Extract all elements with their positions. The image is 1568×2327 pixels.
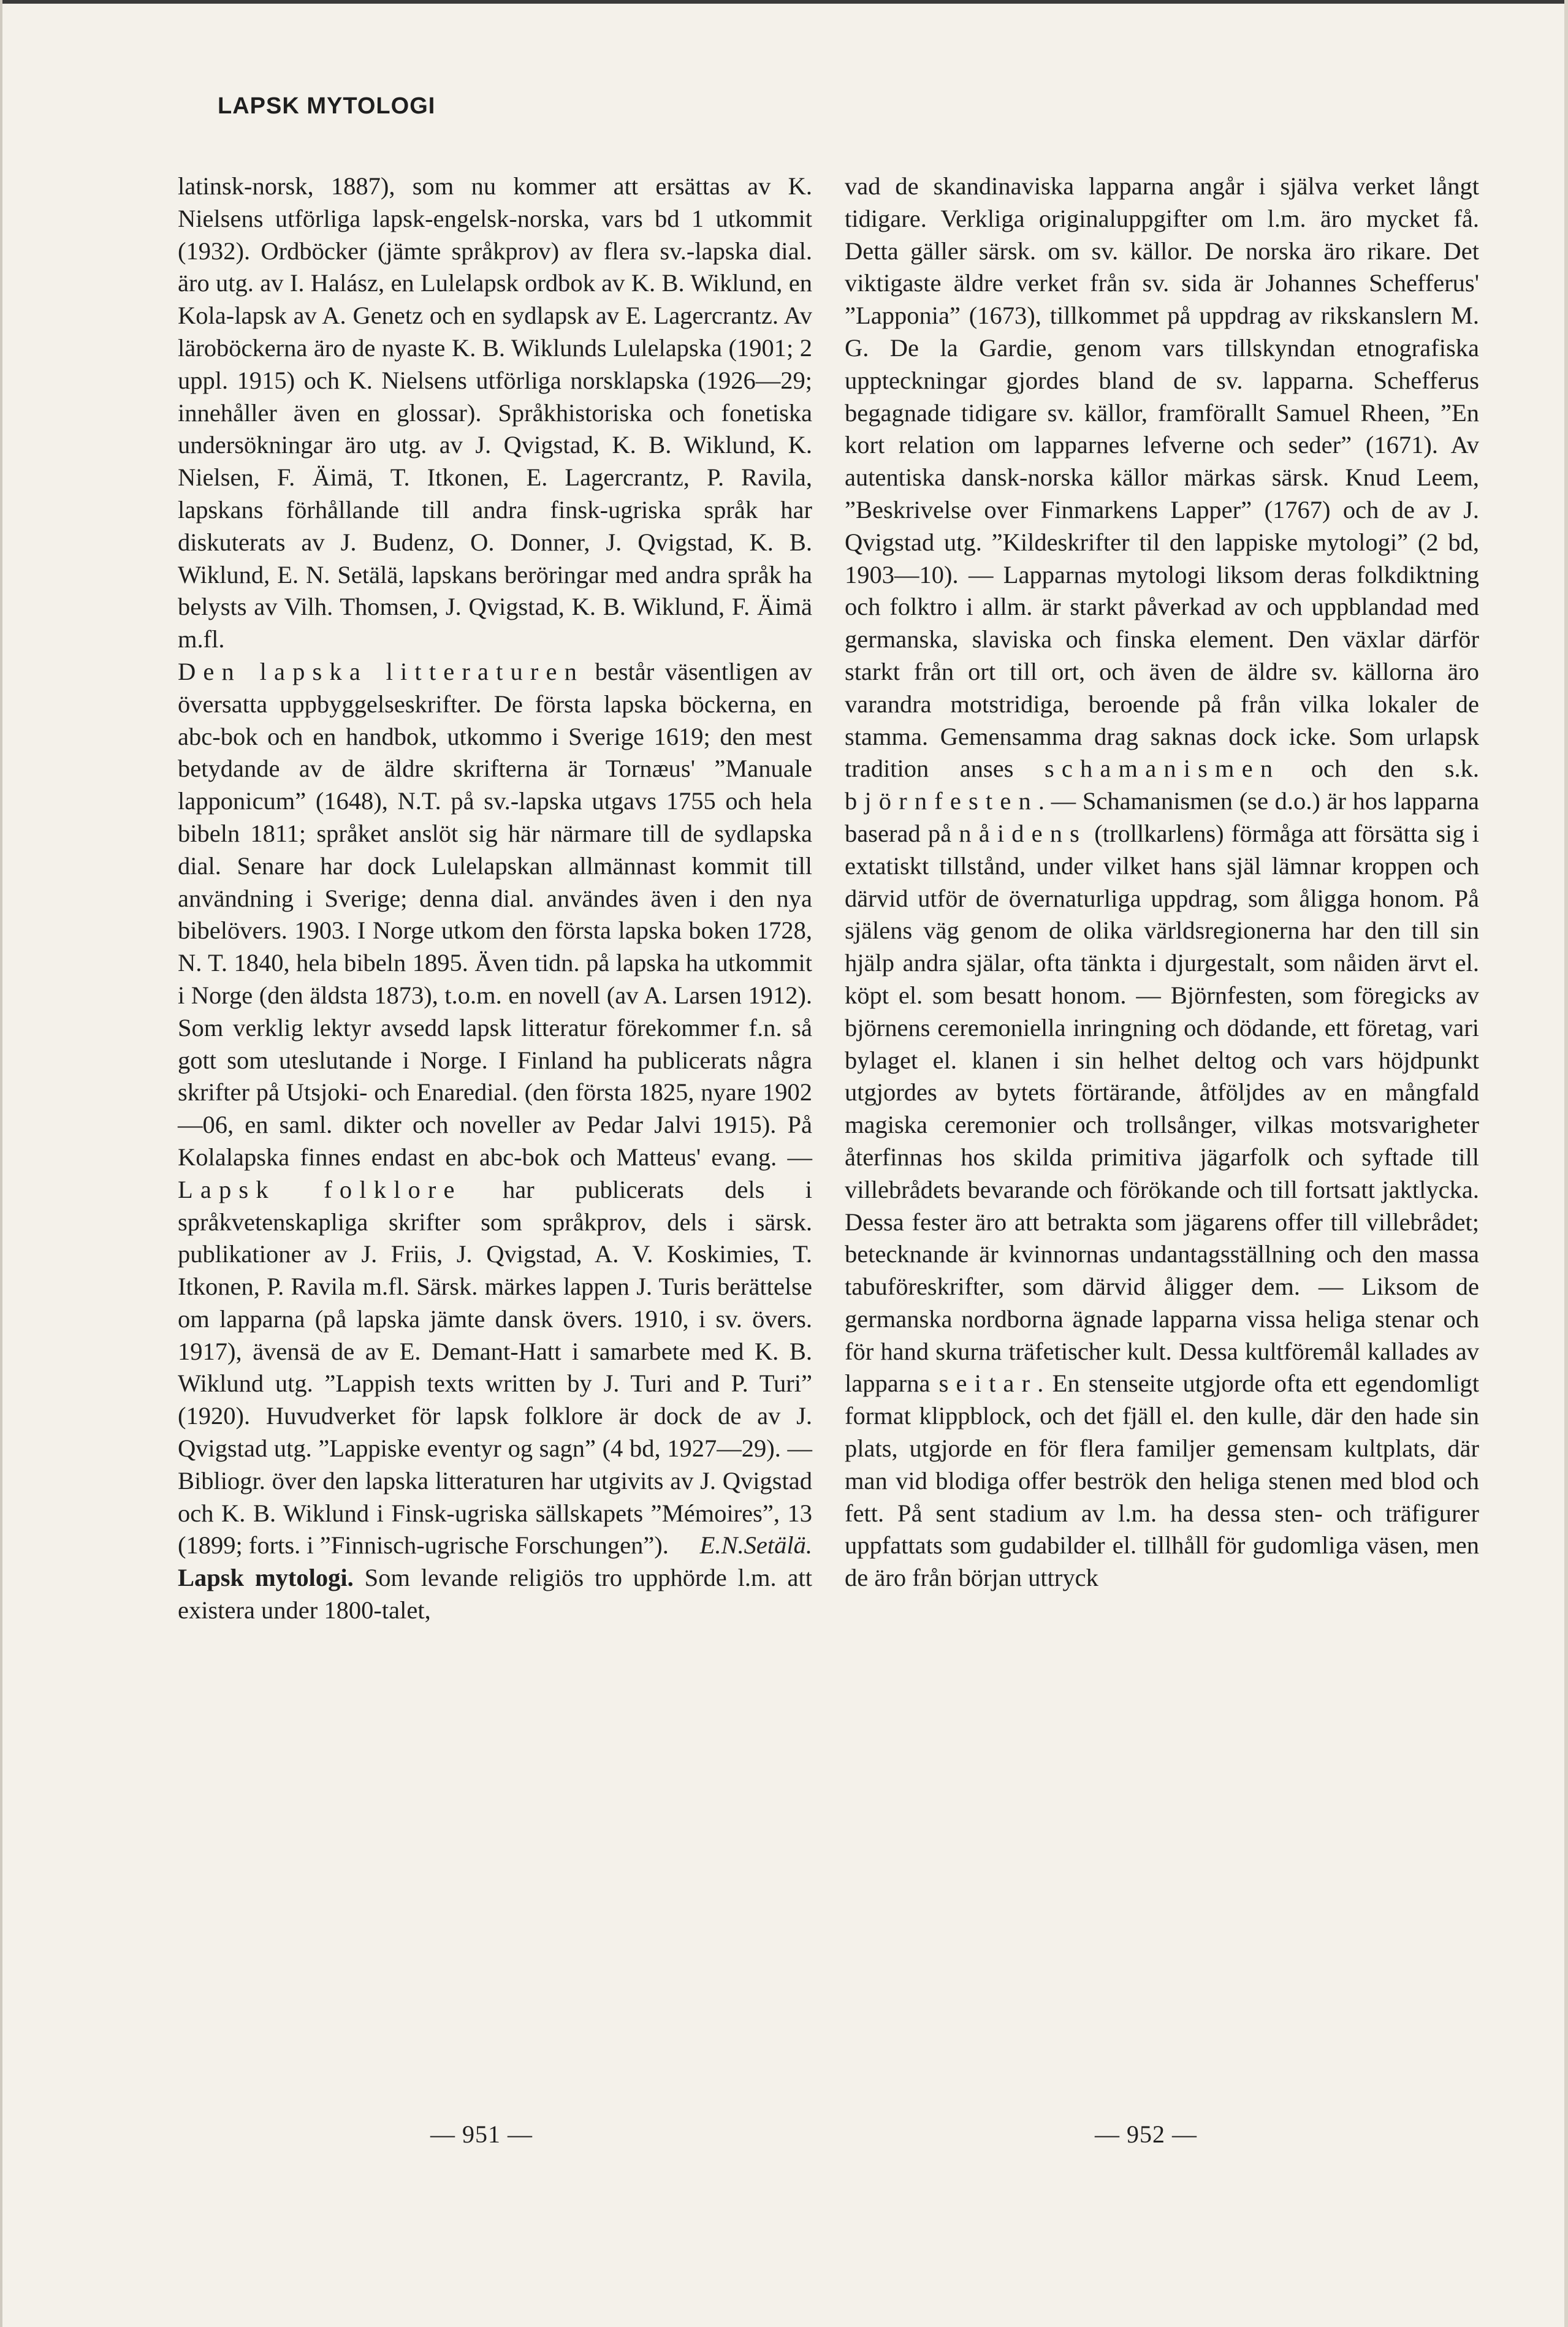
paragraph-dictionaries: latinsk-norsk, 1887), som nu kommer att ersättas av K. Nielsens utförliga lapsk-engelsk-norska, vars bd 1 utkommit (1932). Ordböcker (jämte språkprov) av flera sv.-lapska dial. äro utg. av I. Halász, en Lulelapsk ordbok av K. B. Wiklund, en Kola-lapsk av A. Genetz och en sydlapsk av E. Lagercrantz. Av läroböckerna äro de nyaste K. B. Wiklunds Lulelapska (1901; 2 uppl. 1915) och K. Nielsens utförliga norsklapska (1926—29; innehåller även en glossar). Språkhistoriska och fonetiska undersökningar äro utg. av J. Qvigstad, K. B. Wiklund, K. Nielsen, F. Äimä, T. Itkonen, E. Lagercrantz, P. Ravila, lapskans förhållande till andra finsk-ugriska språk har diskuterats av J. Budenz, O. Donner, J. Qvigstad, K. B. Wiklund, E. N. Setälä, lapskans beröringar med andra språk ha belysts av Vilh. Thomsen, J. Qvigstad, K. B. Wiklund, F. Äimä m.fl. — [178, 172, 812, 653]
left-column — [178, 170, 812, 1627]
literature-text-2: har publicerats dels i språkvetenskapliga skrifter som språkprov, dels i särsk. publikationer av J. Friis, J. Qvigstad, A. V. Koskimies, T. Itkonen, P. Ravila m.fl. Särsk. märkes lappen J. Turis berättelse om lapparna (på lapska jämte dansk övers. 1910, i sv. övers. 1917), ävensä de av E. Demant-Hatt i samarbete med K. B. Wiklund utg. ”Lappish texts written by J. Turi and P. Turi” (1920). Huvudverket för lapsk folklore är dock de av J. Qvigstad utg. ”Lappiske eventyr og sagn” (4 bd, 1927—29). — Bibliogr. över den lapska litteraturen har utgivits av J. Qvigstad och K. B. Wiklund i Finsk-ugriska sällskapets ”Mémoires”, 13 (1899; forts. i ”Finnisch-ugrische Forschungen”). — [178, 1175, 813, 1560]
author-signature: E.N.Setälä. — [699, 1531, 812, 1560]
heading-lapsk-mytologi: Lapsk mytologi. — [178, 1564, 354, 1592]
mythology-text: Som levande religiös tro upphörde l.m. att existera under 1800-talet, — [178, 1564, 812, 1624]
heading-lapsk-folklore: Lapsk folklore — [178, 1175, 462, 1203]
term-naidens: nåidens — [959, 819, 1087, 847]
page-top-edge — [0, 0, 1568, 4]
page-number-right: — 952 — — [1095, 2120, 1197, 2148]
paragraph-mythology-continued — [845, 170, 1479, 1594]
right-column — [845, 170, 1479, 1594]
running-header: LAPSK MYTOLOGI — [218, 93, 436, 119]
right-text-3: . — Schamanismen (se d.o.) är hos lapparna baserad på — [845, 787, 1479, 847]
heading-lapska-litteraturen: Den lapska litteraturen — [178, 657, 585, 685]
right-text-4: (trollkarlens) förmåga att försätta sig i extatiskt tillstånd, under vilket hans själ lämnar kroppen och därvid utför de övernaturliga uppdrag, som åligga honom. På själens väg genom de olika världsregionerna har den till sin hjälp andra själar, ofta tänkta i djurgestalt, som nåiden ärvt el. köpt el. som besatt honom. — Björnfesten, som föregicks av björnens ceremoniella inringning och dödande, ett företag, vari bylaget el. klanen i sin helhet deltog och vars höjdpunkt utgjordes av bytets förtärande, åtföljdes av en mångfald magiska ceremonier och trollsånger, vilkas motsvarigheter återfinnas hos skilda primitiva jägarfolk och syftade till villebrådets bevarande och förökande och till fortsatt jaktlycka. Dessa fester äro att betrakta som jägarens offer till villebrådet; betecknande är kvinnornas undantagsställning och den massa tabuföreskrifter, som därvid åligger dem. — Liksom de germanska nordborna ägnade lapparna vissa heliga stenar och för hand skurna träfetischer kult. Dessa kultföremål kallades av lapparna — [845, 819, 1479, 1398]
literature-text-1: består väsentligen av översatta uppbyggelseskrifter. De första lapska böckerna, en abc-bok och en handbok, utkommo i Sverige 1619; den mest betydande av de äldre skrifterna är Tornæus' ”Manuale lapponicum” (1648), N.T. på sv.-lapska utgavs 1755 och hela bibeln 1811; språket anslöt sig här närmare till de sydlapska dial. Senare har dock Lulelapskan allmännast kommit till användning i Sverige; denna dial. användes även i den nya bibelövers. 1903. I Norge utkom den första lapska boken 1728, N. T. 1840, hela bibeln 1895. Även tidn. på lapska ha utkommit i Norge (den äldsta 1873), t.o.m. en novell (av A. Larsen 1912). Som verklig lektyr avsedd lapsk litteratur förekommer f.n. så gott som uteslutande i Norge. I Finland ha publicerats några skrifter på Utsjoki- och Enaredial. (den första 1825, nyare 1902—06, en saml. dikter och noveller av Pedar Jalvi 1915). På Kolalapska finnes endast en abc-bok och Matteus' evang. — — [178, 657, 812, 1171]
page-left-edge — [0, 0, 2, 2327]
right-text-2: och den s.k. — [1280, 755, 1479, 783]
signature-spacer — [669, 1531, 700, 1559]
page-right-edge — [1564, 0, 1568, 2327]
right-text-5: . En stenseite utgjorde ofta ett egendomligt format klippblock, och det fjäll el. den kulle, där den hade sin plats, utgjorde en för flera familjer gemensam kultplats, där man vid blodiga offer beströk den heliga stenen med blod och fett. På sent stadium av l.m. ha dessa sten- och träfigurer uppfattats som gudabilder el. tillhåll för gudomliga väsen, men de äro från början uttryck — [845, 1369, 1479, 1592]
paragraph-literature — [178, 656, 812, 1562]
paragraph-mythology — [178, 1562, 812, 1627]
term-seitar: seitar — [938, 1369, 1038, 1398]
term-schamanismen: schamanismen — [1044, 755, 1281, 783]
right-text-1: vad de skandinaviska lapparna angår i själva verket långt tidigare. Verkliga originaluppgifter om l.m. äro mycket få. Detta gäller särsk. om sv. källor. De norska äro rikare. Det viktigaste äldre verket från sv. sida är Johannes Schefferus' ”Lapponia” (1673), tillkommet på uppdrag av rikskanslern M. G. De la Gardie, genom vars tillskyndan etnografiska uppteckningar gjordes bland de sv. lapparna. Schefferus begagnade tidigare sv. källor, framförallt Samuel Rheen, ”En kort relation om lapparnes lefverne och seder” (1671). Av autentiska dansk-norska källor märkas särsk. Knud Leem, ”Beskrivelse over Finmarkens Lapper” (1767) och de av J. Qvigstad utg. ”Kildeskrifter til den lappiske mytologi” (2 bd, 1903—10). — Lapparnas mytologi liksom deras folkdiktning och folktro i allm. är starkt påverkad av och uppblandad med germanska, slaviska och finska element. Den växlar därför starkt från ort till ort, och även de äldre sv. källorna äro varandra motstridiga, beroende på från vilka lokaler de stamma. Gemensamma drag saknas dock icke. Som urlapsk tradition anses — [845, 172, 1479, 783]
page-number-left: — 951 — — [430, 2120, 533, 2148]
term-bjornfesten: björnfesten — [845, 787, 1038, 815]
